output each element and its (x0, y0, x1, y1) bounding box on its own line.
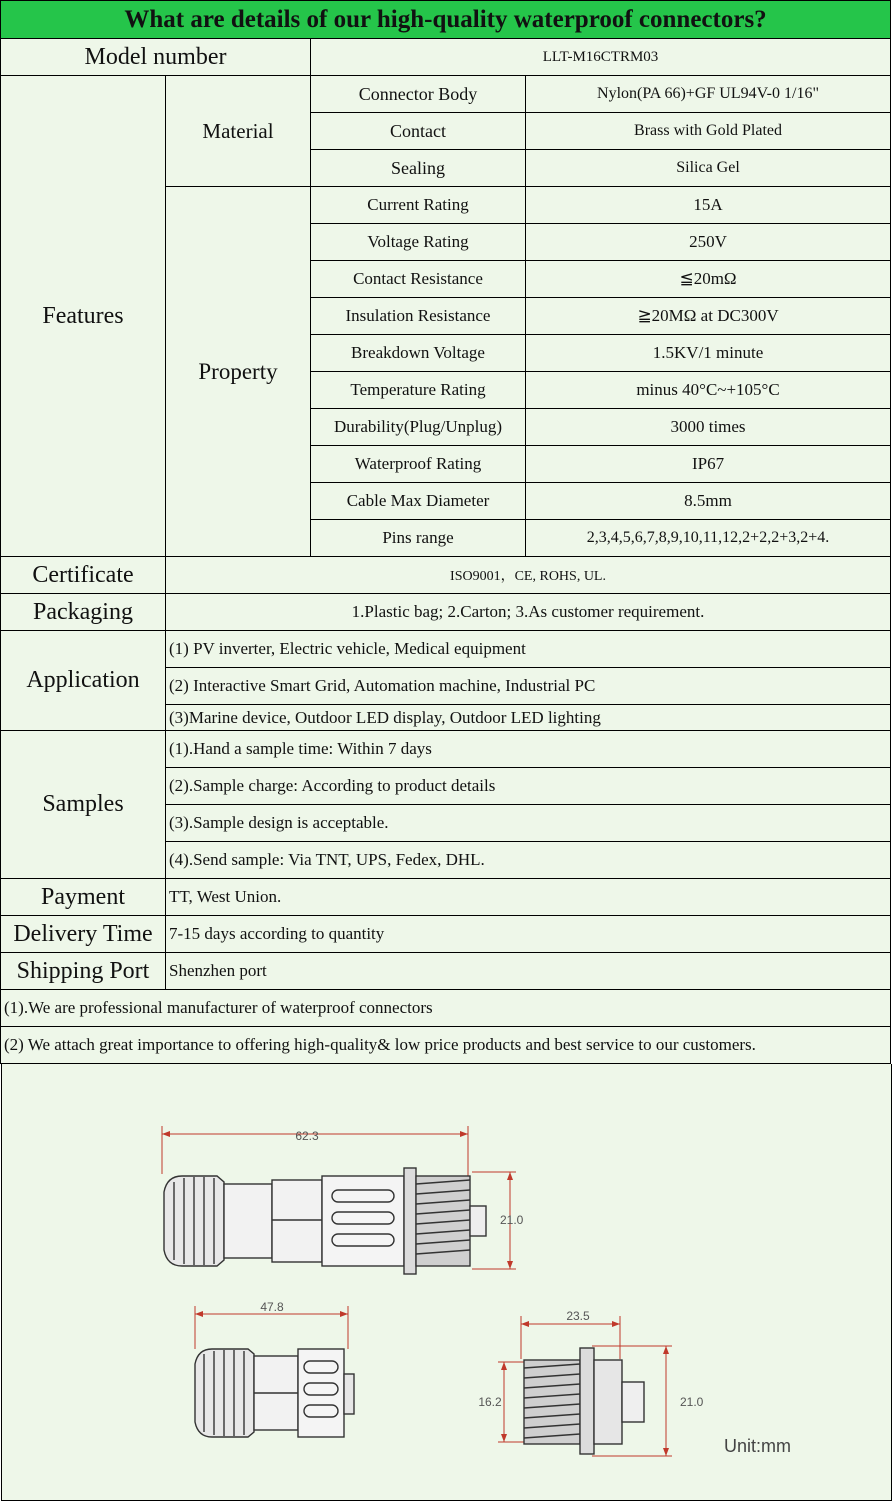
property-name: Durability(Plug/Unplug) (311, 409, 526, 446)
property-value: 250V (526, 224, 891, 261)
property-name: Contact Resistance (311, 261, 526, 298)
property-name: Current Rating (311, 187, 526, 224)
property-name: Voltage Rating (311, 224, 526, 261)
dim-top-height: 21.0 (500, 1213, 524, 1227)
model-value: LLT-M16CTRM03 (311, 39, 891, 76)
certificate-label: Certificate (1, 557, 166, 594)
shipping-label: Shipping Port (1, 953, 166, 990)
payment-value: TT, West Union. (166, 879, 891, 916)
property-value: ≦20mΩ (526, 261, 891, 298)
property-value: 2,3,4,5,6,7,8,9,10,11,12,2+2,2+3,2+4. (526, 520, 891, 557)
property-name: Waterproof Rating (311, 446, 526, 483)
samples-label: Samples (1, 731, 166, 879)
material-name: Sealing (311, 150, 526, 187)
property-value: ≧20MΩ at DC300V (526, 298, 891, 335)
features-label: Features (1, 76, 166, 557)
bottom-left-connector-drawing (195, 1306, 354, 1437)
application-item: (3)Marine device, Outdoor LED display, Outdoor LED lighting (166, 705, 891, 731)
property-value: 8.5mm (526, 483, 891, 520)
property-value: IP67 (526, 446, 891, 483)
certificate-value: ISO9001，CE, ROHS, UL. (166, 557, 891, 594)
property-value: 3000 times (526, 409, 891, 446)
dim-bottom-left-length: 47.8 (260, 1300, 284, 1314)
samples-item: (3).Sample design is acceptable. (166, 805, 891, 842)
packaging-value: 1.Plastic bag; 2.Carton; 3.As customer requirement. (166, 594, 891, 631)
samples-item: (2).Sample charge: According to product details (166, 768, 891, 805)
dim-top-length: 62.3 (295, 1129, 319, 1143)
material-name: Contact (311, 113, 526, 150)
property-value: minus 40°C~+105°C (526, 372, 891, 409)
material-value: Nylon(PA 66)+GF UL94V-0 1/16" (526, 76, 891, 113)
application-item: (2) Interactive Smart Grid, Automation machine, Industrial PC (166, 668, 891, 705)
property-name: Temperature Rating (311, 372, 526, 409)
property-name: Breakdown Voltage (311, 335, 526, 372)
property-value: 15A (526, 187, 891, 224)
samples-item: (4).Send sample: Via TNT, UPS, Fedex, DHL. (166, 842, 891, 879)
property-name: Insulation Resistance (311, 298, 526, 335)
top-connector-drawing (162, 1126, 516, 1274)
dim-bottom-right-height: 21.0 (680, 1395, 704, 1409)
material-value: Silica Gel (526, 150, 891, 187)
note-item: (1).We are professional manufacturer of waterproof connectors (1, 990, 891, 1027)
property-name: Cable Max Diameter (311, 483, 526, 520)
samples-item: (1).Hand a sample time: Within 7 days (166, 731, 891, 768)
shipping-value: Shenzhen port (166, 953, 891, 990)
property-label: Property (166, 187, 311, 557)
unit-label: Unit:mm (724, 1436, 791, 1456)
delivery-value: 7-15 days according to quantity (166, 916, 891, 953)
packaging-label: Packaging (1, 594, 166, 631)
material-label: Material (166, 76, 311, 187)
property-name: Pins range (311, 520, 526, 557)
application-item: (1) PV inverter, Electric vehicle, Medical equipment (166, 631, 891, 668)
dim-bottom-right-length: 23.5 (566, 1309, 590, 1323)
page-title: What are details of our high-quality waterproof connectors? (1, 1, 891, 39)
model-label: Model number (1, 39, 311, 76)
bottom-right-receptacle-drawing (498, 1316, 672, 1456)
property-value: 1.5KV/1 minute (526, 335, 891, 372)
dim-bottom-right-inner: 16.2 (478, 1395, 502, 1409)
note-item: (2) We attach great importance to offering high-quality& low price products and best service to our customers. (1, 1027, 891, 1064)
application-label: Application (1, 631, 166, 731)
material-value: Brass with Gold Plated (526, 113, 891, 150)
connector-drawing-svg (2, 1064, 891, 1500)
model-row (1, 39, 891, 76)
dimension-drawing (1, 1064, 892, 1501)
material-name: Connector Body (311, 76, 526, 113)
delivery-label: Delivery Time (1, 916, 166, 953)
payment-label: Payment (1, 879, 166, 916)
title-row (1, 1, 891, 39)
